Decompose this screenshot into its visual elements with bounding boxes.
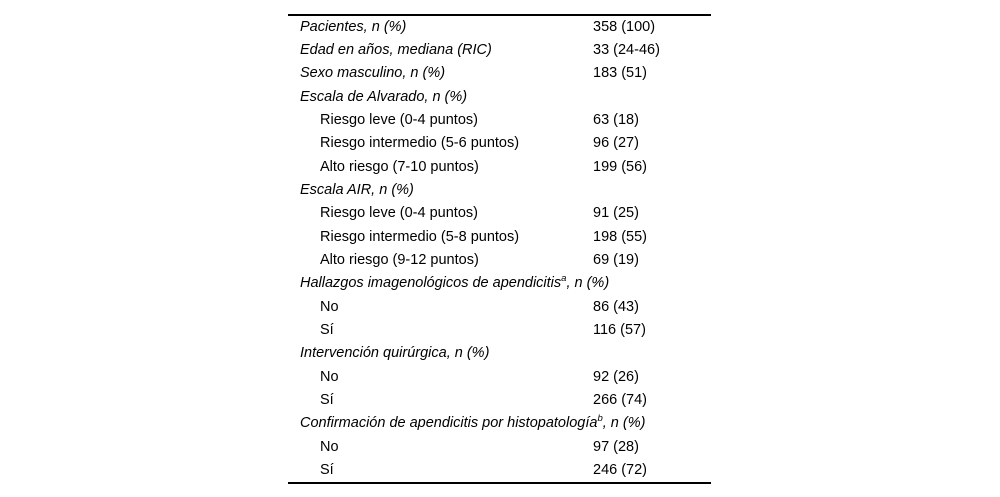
table-row [288, 296, 711, 319]
row-label-text: Sí [320, 321, 334, 338]
row-value: 63 (18) [593, 111, 639, 128]
row-value: 199 (56) [593, 158, 648, 175]
table-row [288, 109, 711, 132]
table-row [288, 226, 711, 249]
row-label-text: Riesgo leve (0-4 puntos) [320, 111, 478, 128]
row-value: 116 (57) [593, 321, 646, 338]
row-label-text: Confirmación de apendicitis por histopatología [300, 415, 598, 432]
row-label-text: Pacientes, n (%) [300, 18, 407, 35]
table-row [288, 179, 711, 202]
patient-characteristics-table [288, 14, 711, 484]
row-label-text: Alto riesgo (7-10 puntos) [320, 158, 479, 175]
table-bottom-rule [288, 482, 711, 484]
row-label-text: Edad en años, mediana (RIC) [300, 41, 492, 58]
table-row [288, 86, 711, 109]
row-label-text: Hallazgos imagenológicos de apendicitis [300, 275, 562, 292]
row-value: 97 (28) [593, 438, 639, 455]
row-label-text: Intervención quirúrgica, n (%) [300, 345, 490, 362]
footnote-marker: b [597, 413, 603, 425]
table-row [288, 319, 711, 342]
row-label [288, 202, 478, 225]
row-label-text: No [320, 368, 339, 385]
row-value: 183 (51) [593, 65, 648, 82]
row-label-text: No [320, 298, 339, 315]
row-label-text: Escala de Alvarado, n (%) [300, 88, 468, 105]
row-label-text: Sexo masculino, n (%) [300, 65, 446, 82]
table-row [288, 62, 711, 85]
row-label [288, 436, 339, 459]
row-value: 33 (24-46) [593, 41, 660, 58]
footnote-marker: a [561, 273, 567, 285]
row-value: 69 (19) [593, 251, 639, 268]
table-row [288, 16, 711, 39]
row-label [288, 156, 479, 179]
table-row [288, 412, 711, 435]
row-value: 266 (74) [593, 392, 648, 408]
row-label [288, 62, 445, 85]
row-label [288, 179, 414, 202]
table-row [288, 436, 711, 459]
row-label-suffix: , n (%) [566, 275, 610, 292]
row-value: 92 (26) [593, 368, 639, 385]
row-label-text: Alto riesgo (9-12 puntos) [320, 251, 479, 268]
table-row [288, 202, 711, 225]
table-body [288, 16, 711, 483]
row-value: 358 (100) [593, 18, 656, 35]
table-row [288, 272, 711, 295]
row-label [288, 249, 479, 272]
row-value: 198 (55) [593, 228, 648, 245]
row-label [288, 132, 519, 155]
row-label [288, 109, 478, 132]
row-value: 86 (43) [593, 298, 639, 315]
row-label [288, 319, 334, 342]
table-row [288, 156, 711, 179]
row-label [288, 16, 406, 39]
row-label [288, 272, 609, 295]
table-row [288, 459, 711, 482]
row-label-text: No [320, 438, 339, 455]
row-label [288, 86, 467, 109]
table-row [288, 342, 711, 365]
row-value: 96 (27) [593, 135, 639, 152]
row-label-text: Riesgo intermedio (5-8 puntos) [320, 228, 520, 245]
table-row [288, 132, 711, 155]
row-label [288, 226, 519, 249]
row-label [288, 366, 339, 389]
row-label-text: Riesgo intermedio (5-6 puntos) [320, 135, 520, 152]
table-row [288, 39, 711, 62]
row-label [288, 412, 645, 435]
row-label [288, 39, 492, 62]
table-row [288, 366, 711, 389]
row-label-text: Sí [320, 462, 334, 479]
row-label-text: Sí [320, 392, 334, 408]
row-label [288, 296, 339, 319]
row-label-suffix: , n (%) [602, 415, 646, 432]
table-row [288, 249, 711, 272]
row-label [288, 389, 334, 412]
row-label [288, 342, 489, 365]
row-value: 246 (72) [593, 462, 648, 479]
row-label [288, 459, 334, 482]
row-value: 91 (25) [593, 205, 639, 222]
row-label-text: Escala AIR, n (%) [300, 181, 414, 198]
row-label-text: Riesgo leve (0-4 puntos) [320, 205, 478, 222]
table-row [288, 389, 711, 412]
